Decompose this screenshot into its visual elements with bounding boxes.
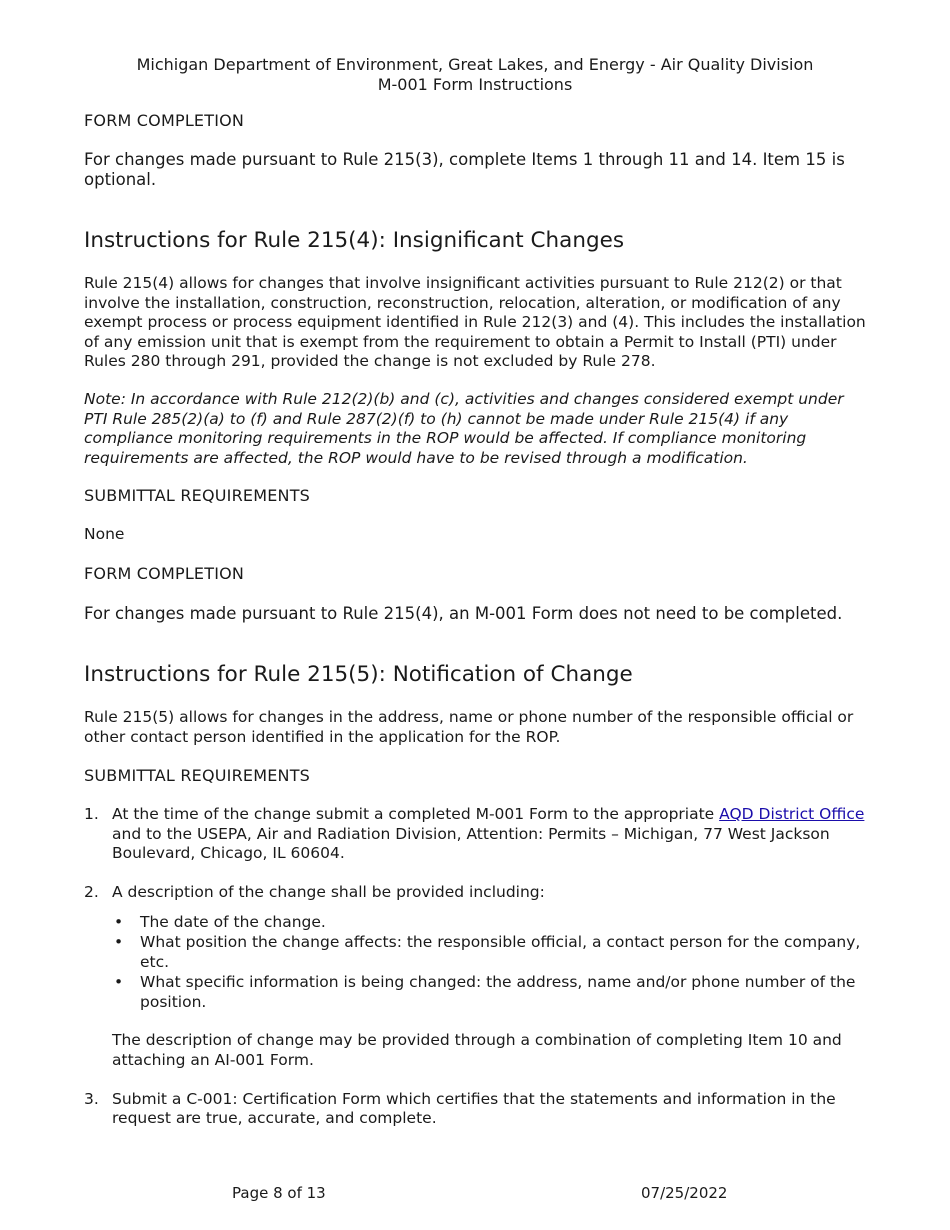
step-2 — [84, 883, 870, 1071]
header-department: Michigan Department of Environment, Great Lakes, and Energy - Air Quality Division — [136, 55, 814, 74]
note-rule-215-4: Note: In accordance with Rule 212(2)(b) and (c), activities and changes considered exempt under PTI Rule 285(2)(a) to (f) and Rule 287(2)(f) to (h) cannot be made under Rule 215(4) if any compliance monitoring requirements in the ROP would be affected. If compliance monitoring requirements are affected, the ROP would have to be revised through a modification. — [84, 389, 844, 467]
bullet-item: • The date of the change. — [112, 913, 870, 933]
heading-rule-215-4: Instructions for Rule 215(4): Insignificant Changes — [84, 228, 625, 253]
revision-date: 07/25/2022 — [641, 1184, 728, 1202]
change-details-bullet-list — [112, 913, 870, 1013]
bullet-item: • What position the change affects: the responsible official, a contact person for the company, etc. — [112, 933, 870, 972]
submittal-label-215-4: SUBMITTAL REQUIREMENTS — [84, 486, 311, 506]
submittal-label-215-5: SUBMITTAL REQUIREMENTS — [84, 766, 311, 786]
document-page — [84, 55, 870, 1129]
step-1-text-before: At the time of the change submit a completed M-001 Form to the appropriate — [112, 805, 720, 824]
form-completion-text-215-4: For changes made pursuant to Rule 215(4), an M-001 Form does not need to be completed. — [84, 603, 843, 623]
aqd-district-office-link[interactable]: AQD District Office — [719, 805, 865, 824]
form-completion-label-215-4: FORM COMPLETION — [84, 563, 245, 583]
step-1-number: 1. — [84, 805, 99, 824]
step-3 — [84, 1090, 870, 1129]
form-completion-label-215-3: FORM COMPLETION — [84, 111, 245, 130]
step-2-text: A description of the change shall be provided including: — [112, 882, 545, 901]
step-2-followup: The description of change may be provided through a combination of completing Item 10 and attaching an AI-001 Form. — [112, 1031, 842, 1070]
page-number: Page 8 of 13 — [232, 1184, 326, 1202]
header-form-title: M-001 Form Instructions — [377, 75, 573, 94]
step-1 — [84, 805, 870, 864]
step-2-number: 2. — [84, 882, 99, 901]
heading-rule-215-5: Instructions for Rule 215(5): Notification of Change — [84, 661, 633, 687]
intro-rule-215-5: Rule 215(5) allows for changes in the address, name or phone number of the responsible official or other contact person identified in the application for the ROP. — [84, 707, 854, 746]
step-3-number: 3. — [84, 1089, 99, 1108]
step-1-text-after: and to the USEPA, Air and Radiation Division, Attention: Permits – Michigan, 77 West Jackson Boulevard, Chicago, IL 60604. — [112, 824, 830, 863]
submittal-text-215-4: None — [84, 525, 125, 544]
form-completion-text-215-3: For changes made pursuant to Rule 215(3), complete Items 1 through 11 and 14. Item 15 is optional. — [84, 150, 845, 189]
page-header — [84, 55, 866, 95]
step-3-text: Submit a C-001: Certification Form which certifies that the statements and information in the request are true, accurate, and complete. — [112, 1089, 836, 1128]
bullet-item: • What specific information is being changed: the address, name and/or phone number of the position. — [112, 973, 870, 1012]
intro-rule-215-4: Rule 215(4) allows for changes that involve insignificant activities pursuant to Rule 212(2) or that involve the installation, construction, reconstruction, relocation, alteration, or modification of any exempt process or process equipment identified in Rule 212(3) and (4). This includes the installation of any emission unit that is exempt from the requirement to obtain a Permit to Install (PTI) under Rules 280 through 291, provided the change is not excluded by Rule 278. — [84, 274, 866, 371]
submittal-steps-list — [84, 805, 870, 1129]
